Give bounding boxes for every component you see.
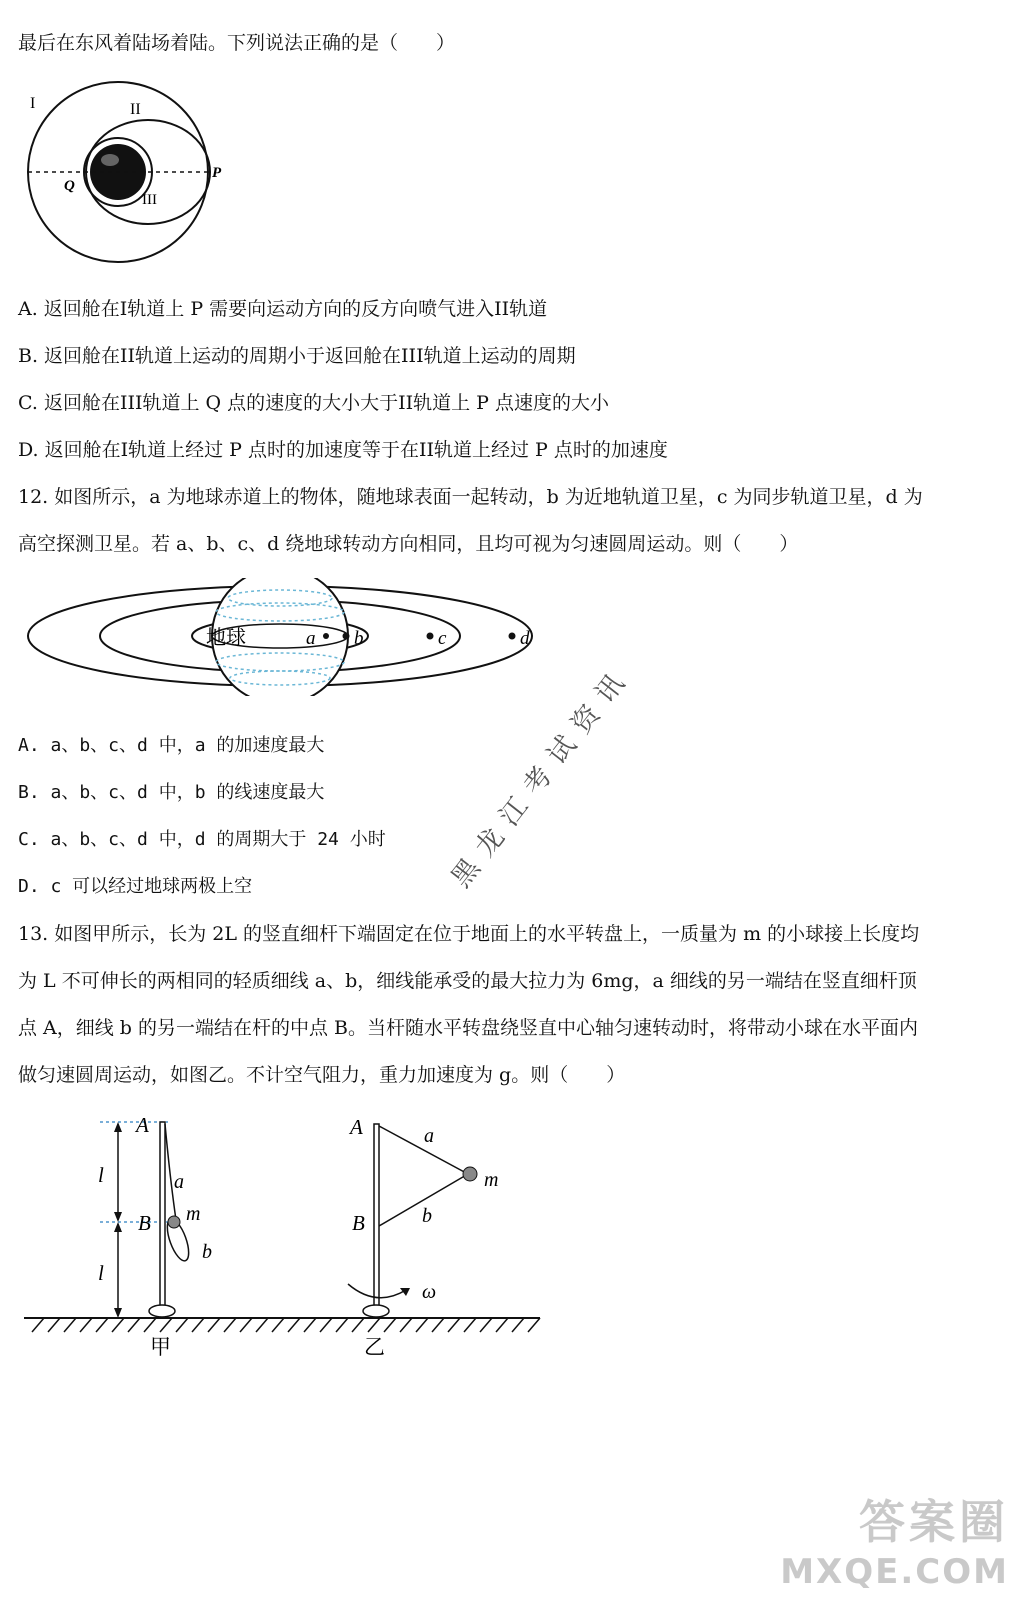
ball-left [168,1216,180,1228]
label-d: d [520,628,530,649]
logo-line2: MXQE.COM [780,1552,1009,1592]
caption-right: 乙 [364,1335,385,1359]
label-b-point-right: B [352,1211,365,1235]
watermark: 黑龙江考试资讯 [445,659,639,894]
q12-stem-line1: 12. 如图所示，a 为地球赤道上的物体，随地球表面一起转动，b 为近地轨道卫星，c 为同步轨道卫星，d 为 [18,486,923,508]
ground-hatch [32,1318,540,1332]
label-string-a: a [174,1171,184,1193]
turntable-left [149,1305,175,1317]
q11-option-b: B. 返回舱在II轨道上运动的周期小于返回舱在III轨道上运动的周期 [18,345,576,367]
label-earth: 地球 [206,627,246,649]
rod-left [160,1122,165,1308]
label-string-b: b [202,1241,212,1263]
logo-line1: 答案圈 [859,1495,1009,1549]
label-a-point: A [136,1113,149,1137]
q11-option-c: C. 返回舱在III轨道上 Q 点的速度的大小大于II轨道上 P 点速度的大小 [18,392,609,414]
label-a-point-right: A [350,1115,363,1139]
q13-stem-line3: 点 A，细线 b 的另一端结在杆的中点 B。当杆随水平转盘绕竖直中心轴匀速转动时，将带动小球在水平面内 [18,1017,919,1039]
q11-option-a: A. 返回舱在I轨道上 P 需要向运动方向的反方向喷气进入II轨道 [18,298,548,320]
q12-option-a: A. a、b、c、d 中，a 的加速度最大 [18,735,325,756]
point-a [323,633,329,639]
q12-option-c: C. a、b、c、d 中，d 的周期大于 24 小时 [18,829,386,850]
q13-stem-line2: 为 L 不可伸长的两相同的轻质细线 a、b，细线能承受的最大拉力为 6mg，a 细线的另一端结在竖直细杆顶 [18,970,917,992]
q12-stem-line2: 高空探测卫星。若 a、b、c、d 绕地球转动方向相同，且均可视为匀速圆周运动。则（ ） [18,533,799,555]
point-d [509,633,516,640]
q13-stem-line1: 13. 如图甲所示，长为 2L 的竖直细杆下端固定在位于地面上的水平转盘上，一质量为 m 的小球接上长度均 [18,923,920,945]
label-point-p: P [212,165,222,181]
label-string-b-right: b [422,1205,432,1227]
orbit-figure [18,78,238,268]
label-point-q: Q [64,178,75,194]
label-mass: m [186,1203,201,1225]
label-l-bottom: l [98,1261,104,1285]
label-orbit-iii: III [142,192,157,208]
point-b [343,633,350,640]
label-l-top: l [98,1163,104,1187]
label-a: a [306,628,316,649]
ball-right [463,1167,477,1181]
label-orbit-i: I [30,95,36,112]
q13-stem-line4: 做匀速圆周运动，如图乙。不计空气阻力，重力加速度为 g。则（ ） [18,1064,626,1086]
rod-figure [18,1108,548,1363]
label-b: b [354,628,364,649]
caption-left: 甲 [150,1335,171,1359]
turntable-right [363,1305,389,1317]
label-omega: ω [422,1281,437,1303]
label-orbit-ii: II [130,101,141,118]
label-c: c [438,628,447,649]
q12-option-d: D. c 可以经过地球两极上空 [18,876,253,897]
intro-line: 最后在东风着陆场着陆。下列说法正确的是（ ） [18,32,456,54]
site-logo [780,1486,1009,1592]
label-mass-right: m [484,1169,499,1191]
label-string-a-right: a [424,1125,434,1147]
rod-right [374,1124,379,1308]
q11-option-d: D. 返回舱在I轨道上经过 P 点时的加速度等于在II轨道上经过 P 点时的加速度 [18,439,668,461]
label-b-point: B [138,1211,151,1235]
q12-option-b: B. a、b、c、d 中，b 的线速度最大 [18,782,325,803]
point-c [427,633,434,640]
satellite-figure [18,578,558,696]
